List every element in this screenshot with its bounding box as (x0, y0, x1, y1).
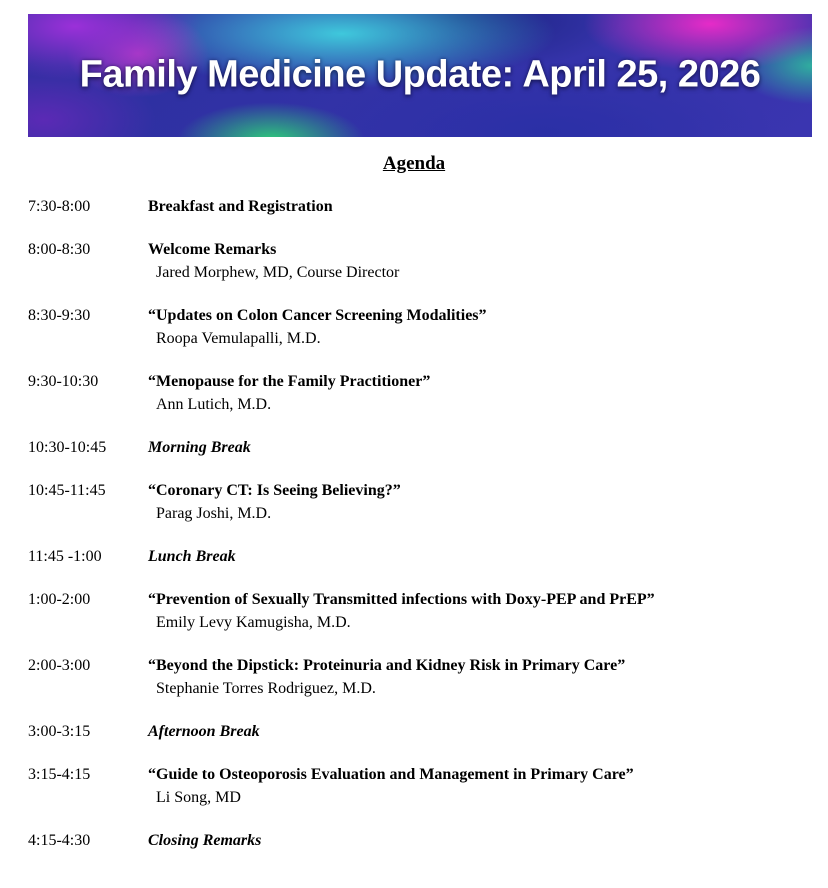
agenda-session-title: “Updates on Colon Cancer Screening Modalities” (148, 307, 487, 324)
agenda-row (28, 195, 800, 218)
agenda-session-title: “Beyond the Dipstick: Proteinuria and Kidney Risk in Primary Care” (148, 657, 626, 674)
agenda-row (28, 479, 800, 525)
agenda-speaker: Roopa Vemulapalli, M.D. (156, 330, 321, 347)
agenda-session-title: Lunch Break (148, 548, 236, 565)
agenda-time: 10:30-10:45 (28, 439, 107, 456)
agenda-row-content (148, 370, 800, 416)
agenda-time: 9:30-10:30 (28, 373, 99, 390)
agenda-row-content (148, 436, 800, 459)
agenda-list (28, 195, 800, 872)
agenda-speaker: Stephanie Torres Rodriguez, M.D. (156, 680, 376, 697)
agenda-time: 7:30-8:00 (28, 198, 91, 215)
agenda-row-content (148, 545, 800, 568)
agenda-row-content (148, 654, 800, 700)
agenda-time: 11:45 -1:00 (28, 548, 102, 565)
event-title: Family Medicine Update: April 25, 2026 (79, 53, 761, 96)
agenda-time: 3:00-3:15 (28, 723, 91, 740)
agenda-time: 3:15-4:15 (28, 766, 91, 783)
agenda-row (28, 654, 800, 700)
agenda-row (28, 588, 800, 634)
agenda-row-content (148, 195, 800, 218)
agenda-time: 2:00-3:00 (28, 657, 91, 674)
agenda-row (28, 370, 800, 416)
agenda-session-title: “Guide to Osteoporosis Evaluation and Management in Primary Care” (148, 766, 634, 783)
agenda-row (28, 763, 800, 809)
agenda-session-title: Afternoon Break (148, 723, 260, 740)
event-banner (28, 14, 812, 137)
agenda-session-title: Welcome Remarks (148, 241, 277, 258)
agenda-time: 10:45-11:45 (28, 482, 106, 499)
agenda-speaker: Emily Levy Kamugisha, M.D. (156, 614, 351, 631)
agenda-session-title: Closing Remarks (148, 832, 262, 849)
agenda-row-content (148, 588, 800, 634)
agenda-speaker: Ann Lutich, M.D. (156, 396, 272, 413)
agenda-session-title: Breakfast and Registration (148, 198, 333, 215)
agenda-session-title: “Coronary CT: Is Seeing Believing?” (148, 482, 401, 499)
agenda-row-content (148, 479, 800, 525)
agenda-session-title: Morning Break (148, 439, 251, 456)
agenda-row-content (148, 763, 800, 809)
agenda-row (28, 304, 800, 350)
agenda-row (28, 238, 800, 284)
agenda-session-title: “Menopause for the Family Practitioner” (148, 373, 431, 390)
agenda-row-content (148, 304, 800, 350)
agenda-time: 8:30-9:30 (28, 307, 91, 324)
agenda-heading: Agenda (382, 153, 446, 174)
agenda-session-title: “Prevention of Sexually Transmitted infections with Doxy-PEP and PrEP” (148, 591, 655, 608)
agenda-row-content (148, 720, 800, 743)
agenda-speaker: Jared Morphew, MD, Course Director (156, 264, 400, 281)
agenda-speaker: Li Song, MD (156, 789, 241, 806)
agenda-row-content (148, 829, 800, 852)
agenda-time: 8:00-8:30 (28, 241, 91, 258)
agenda-row-content (148, 238, 800, 284)
agenda-row (28, 545, 800, 568)
agenda-time: 1:00-2:00 (28, 591, 91, 608)
agenda-row (28, 436, 800, 459)
agenda-speaker: Parag Joshi, M.D. (156, 505, 272, 522)
agenda-row (28, 720, 800, 743)
agenda-row (28, 829, 800, 852)
agenda-time: 4:15-4:30 (28, 832, 91, 849)
